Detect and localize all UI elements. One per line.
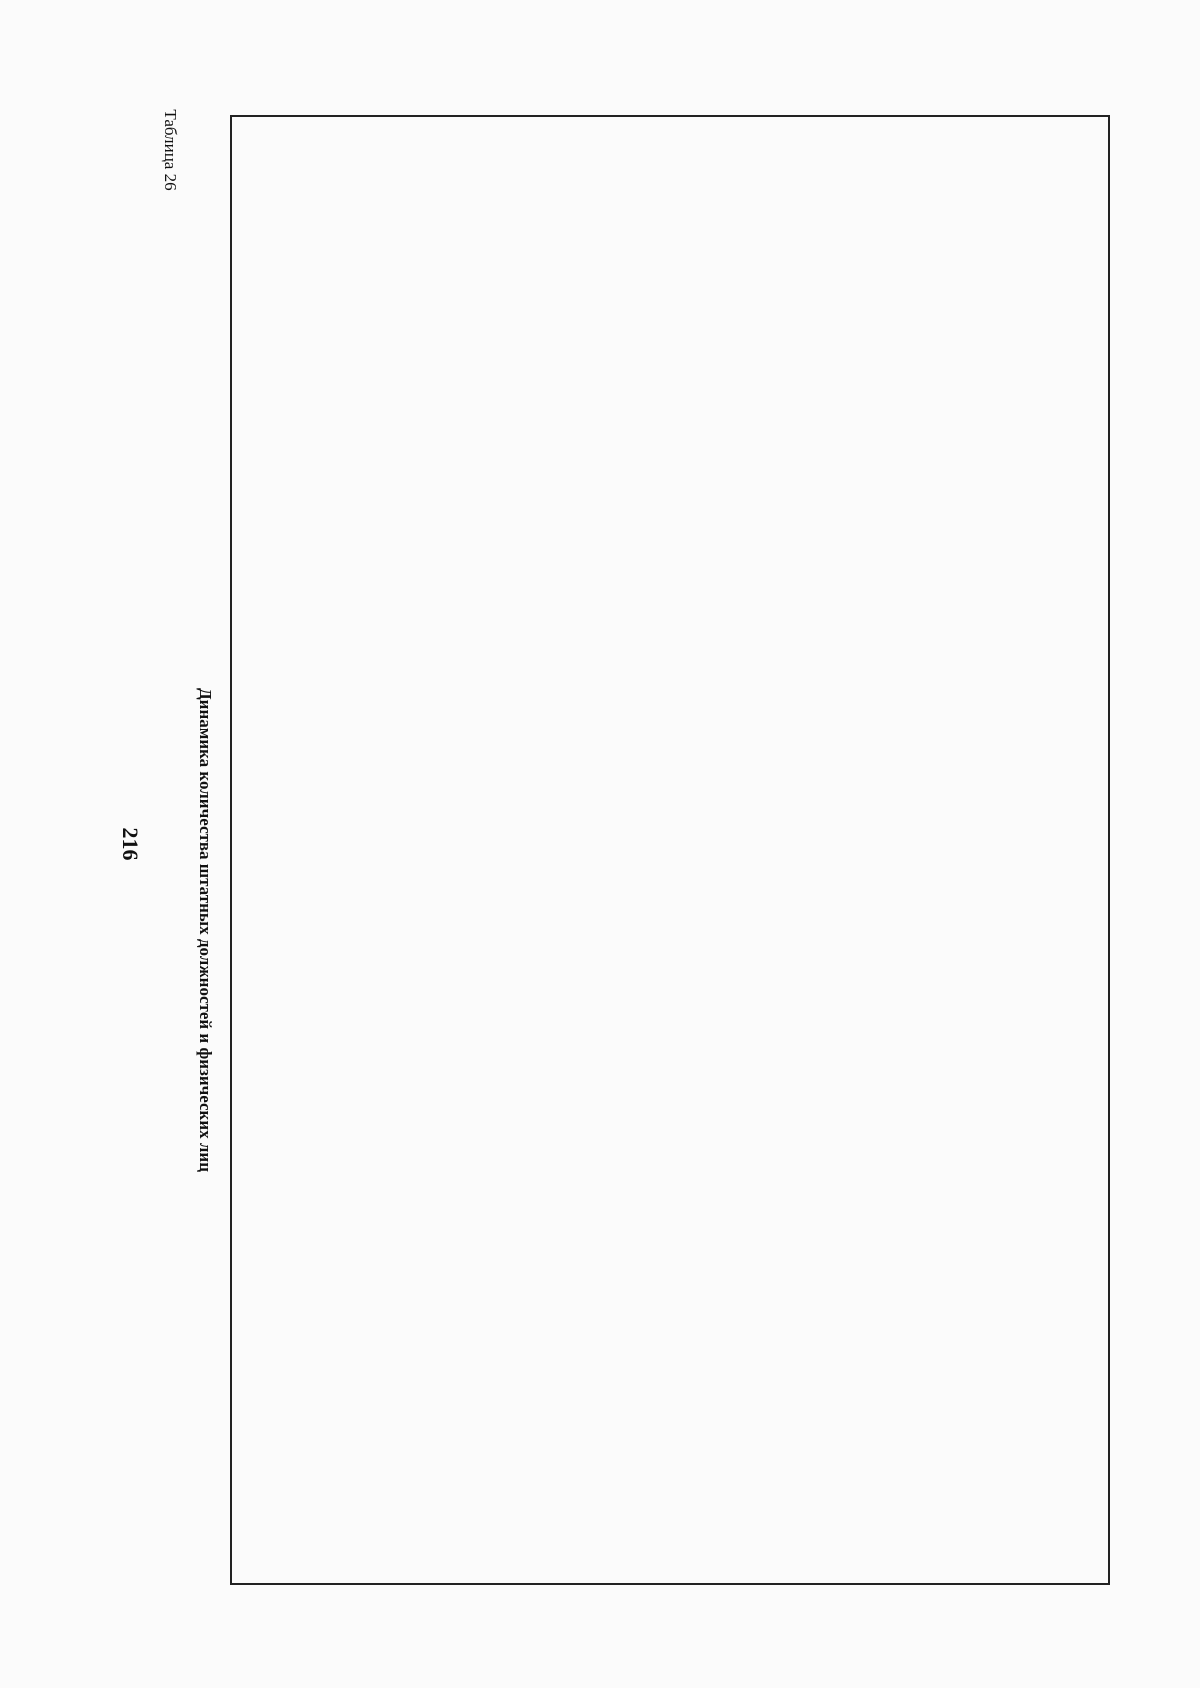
page-number: 216: [118, 827, 143, 861]
table-caption: Таблица 26: [161, 109, 180, 191]
staffing-table: [230, 115, 1110, 1585]
table-title: Динамика количества штатных должностей и физических лиц: [196, 687, 215, 1173]
